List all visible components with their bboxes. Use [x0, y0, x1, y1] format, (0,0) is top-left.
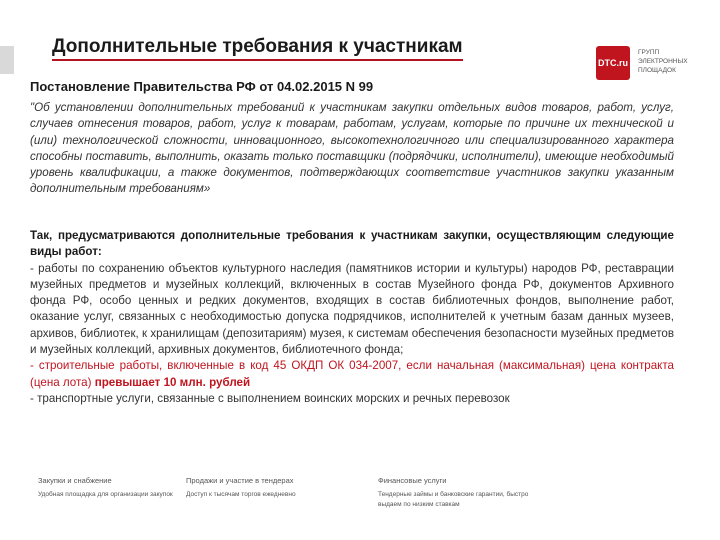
footer-col-text: Доступ к тысячам торгов ежедневно: [186, 491, 296, 498]
page-title: Дополнительные требования к участникам: [52, 36, 463, 61]
decree-title: Постановление Правительства РФ от 04.02.2015 N 99: [30, 79, 374, 94]
requirements-intro: Так, предусматриваются дополнительные требования к участникам закупки, осуществляющим следующие виды работ:: [30, 229, 674, 259]
logo-line-1: ГРУПП: [638, 49, 660, 56]
decree-quote: "Об установлении дополнительных требований к участникам закупки отдельных видов товаров, работ, услуг, случаев отнесения товаров, работ, услуг к товарам, работам, услугам, которые по причине их технической и (или) технологической сложности, инновационного, высокотехнологичного или специализированного характера способны поставить, выполнить, оказать только поставщики (подрядчики, исполнители), имеющие необходимый уровень квалификации, а также документов, подтверждающих соответствие участников закупки указанным дополнительным требованиям»: [30, 101, 674, 196]
company-logo: [596, 46, 716, 80]
logo-line-2: ЭЛЕКТРОННЫХ: [638, 58, 688, 65]
construction-threshold: превышает 10 млн. рублей: [94, 375, 251, 389]
logo-caption: [638, 48, 688, 75]
footer-col-text: Тендерные займы и банковские гарантии, быстро выдаем по низким ставкам: [378, 491, 529, 508]
logo-line-3: ПЛОЩАДОК: [638, 67, 676, 74]
footer-col-heading: Продажи и участие в тендерах: [186, 476, 294, 485]
footer-col-procurement: [38, 476, 208, 500]
footer-col-text: Удобная площадка для организации закупок: [38, 491, 173, 498]
footer-col-finance: [378, 476, 548, 510]
requirements-body: [30, 228, 674, 407]
requirement-item-transport: - транспортные услуги, связанные с выполнением воинских морских и речных перевозок: [30, 391, 510, 405]
footer-col-heading: Закупки и снабжение: [38, 476, 112, 485]
left-accent-bar: [0, 46, 14, 74]
footer-col-sales: [186, 476, 356, 500]
footer-col-heading: Финансовые услуги: [378, 476, 447, 485]
logo-mark: DTC.ru: [596, 46, 630, 80]
requirement-item-construction: [30, 358, 674, 391]
requirement-item-heritage: - работы по сохранению объектов культурного наследия (памятников истории и культуры) народов РФ, реставрации музейных предметов и музейных коллекций, включенных в состав Музейного фонда РФ, документов Архивного фонда РФ, особо ценных и редких документов, входящих в состав библиотечных фондов, выполнение работ, оказание услуг, связанных с необходимостью допуска подрядчиков, исполнителей к учетным базам данных музеев, архивов, библиотек, к хранилищам (депозитариям) музея, к системам обеспечения безопасности музейных предметов и музейных коллекций, архивных документов, библиотечного фонда;: [30, 261, 674, 357]
construction-text: - строительные работы, включенные в код 45 ОКДП ОК 034-2007, если начальная (максимальная) цена контракта (цена лота): [30, 359, 674, 389]
